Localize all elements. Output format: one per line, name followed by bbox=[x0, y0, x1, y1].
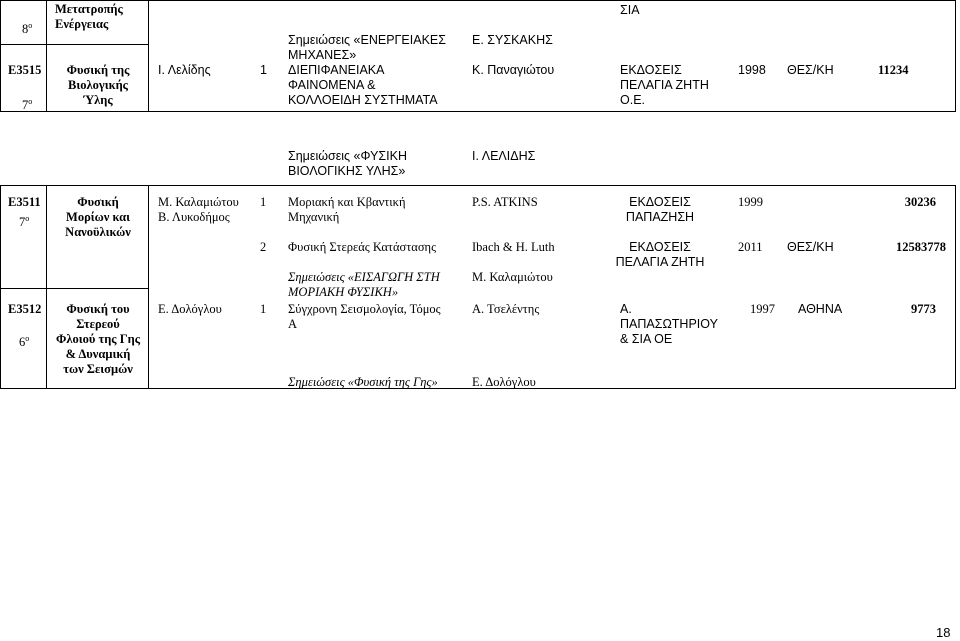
course-title: Φυσική του Στερεού Φλοιού της Γης & Δυναμική των Σεισμών bbox=[55, 302, 141, 376]
notes-title: Σημειώσεις «ΦΥΣΙΚΗ ΒΙΟΛΟΓΙΚΗΣ ΥΛΗΣ» bbox=[288, 149, 407, 178]
publication-year: 1999 bbox=[738, 195, 763, 209]
book-number: 1 bbox=[260, 302, 267, 316]
notes-title: Σημειώσεις «ΕΙΣΑΓΩΓΗ ΣΤΗ ΜΟΡΙΑΚΗ ΦΥΣΙΚΗ» bbox=[288, 270, 440, 299]
publisher: ΕΚΔΟΣΕΙΣ ΠΕΛΑΓΙΑ ΖΗΤΗ Ο.Ε. bbox=[620, 63, 709, 107]
city: ΘΕΣ/ΚΗ bbox=[787, 63, 834, 77]
publisher: Α. ΠΑΠΑΣΩΤΗΡΙΟΥ & ΣΙΑ ΟΕ bbox=[620, 302, 718, 346]
publisher: ΕΚΔΟΣΕΙΣ ΠΑΠΑΖΗΣΗ bbox=[625, 195, 695, 224]
course-title: Φυσική της Βιολογικής Ύλης bbox=[66, 63, 130, 107]
publisher: ΕΚΔΟΣΕΙΣ ΠΕΛΑΓΙΑ ΖΗΤΗ bbox=[615, 240, 705, 269]
page-number: 18 bbox=[936, 625, 951, 640]
book-title: Σημειώσεις «ΕΝΕΡΓΕΙΑΚΕΣ ΜΗΧΑΝΕΣ» ΔΙΕΠΙΦΑΝΕΙΑΚΑ ΦΑΙΝΟΜΕΝΑ & ΚΟΛΛΟΕΙΔΗ ΣΥΣΤΗΜΑΤΑ bbox=[288, 33, 446, 107]
course-code: Ε3515 bbox=[8, 63, 42, 77]
book-author: Α. Τσελέντης bbox=[472, 302, 540, 316]
book-code: 30236 bbox=[904, 195, 936, 209]
semester: $7^o$ bbox=[22, 97, 33, 113]
notes-author: Μ. Καλαμιώτου bbox=[472, 270, 553, 284]
book-number: 1 bbox=[260, 195, 267, 209]
instructors: Μ. Καλαμιώτου Β. Λυκοδήμος bbox=[158, 195, 239, 224]
book-author: P.S. ATKINS bbox=[472, 195, 538, 209]
course-title: Μετατροπής Ενέργειας bbox=[55, 2, 123, 31]
book-code: 12583778 bbox=[896, 240, 946, 254]
semester: $7^o$ bbox=[19, 214, 30, 230]
notes-author: Ι. ΛΕΛΙΔΗΣ bbox=[472, 149, 536, 163]
book-number: 2 bbox=[260, 240, 267, 254]
publication-year: 1997 bbox=[750, 302, 775, 316]
book-title: Μοριακή και Κβαντική Μηχανική bbox=[288, 195, 406, 224]
course-code: Ε3512 bbox=[8, 302, 42, 316]
book-code: 11234 bbox=[878, 63, 909, 77]
city: ΘΕΣ/ΚΗ bbox=[787, 240, 834, 254]
course-title: Φυσική Μορίων και Νανοϋλικών bbox=[65, 195, 131, 239]
book-title: Φυσική Στερεάς Κατάστασης bbox=[288, 240, 437, 254]
publication-year: 1998 bbox=[738, 63, 766, 77]
semester: $8^o$ bbox=[22, 21, 33, 37]
publisher: ΣΙΑ bbox=[620, 3, 640, 17]
book-code: 9773 bbox=[911, 302, 936, 316]
course-code: Ε3511 bbox=[8, 195, 41, 209]
instructor: Ι. Λελίδης bbox=[158, 63, 211, 77]
notes-author: Ε. Δολόγλου bbox=[472, 375, 536, 389]
book-author: Κ. Παναγιώτου bbox=[472, 63, 555, 77]
publication-year: 2011 bbox=[738, 240, 763, 254]
notes-title: Σημειώσεις «Φυσική της Γης» bbox=[288, 375, 438, 389]
book-number: 1 bbox=[260, 63, 267, 77]
instructor: Ε. Δολόγλου bbox=[158, 302, 222, 316]
book-author: Ε. ΣΥΣΚΑΚΗΣ bbox=[472, 33, 553, 47]
semester: $6^o$ bbox=[19, 334, 30, 350]
book-author: Ibach & H. Luth bbox=[472, 240, 555, 254]
city: ΑΘΗΝΑ bbox=[798, 302, 843, 316]
book-title: Σύγχρονη Σεισμολογία, Τόμος Α bbox=[288, 302, 441, 331]
